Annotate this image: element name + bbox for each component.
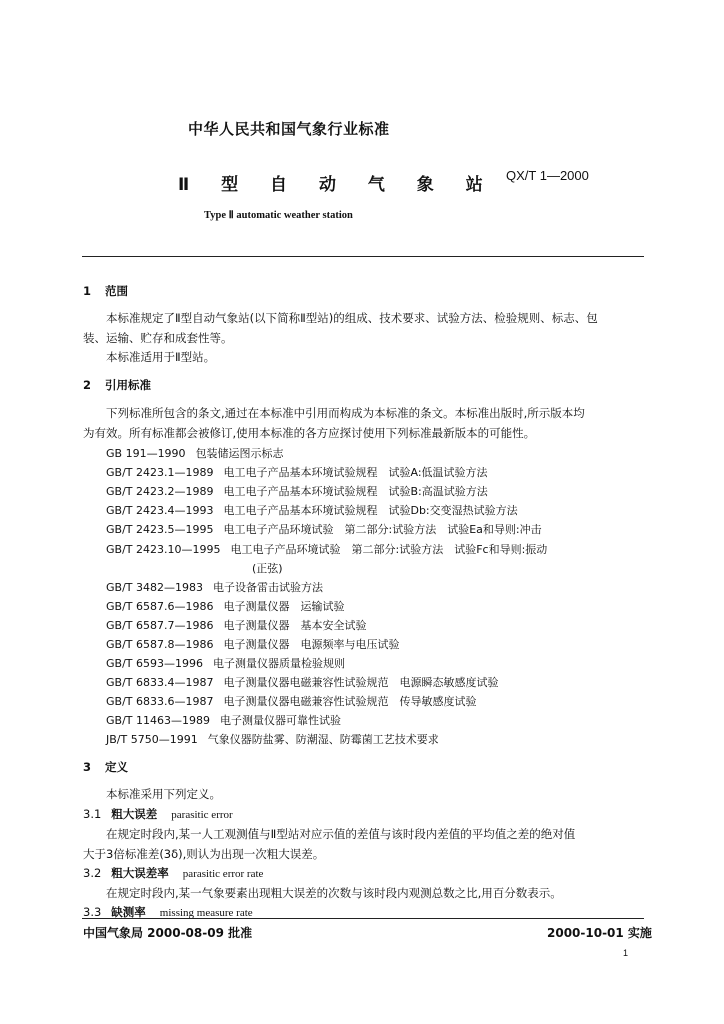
ref-name: 电子测量仪器电磁兼容性试验规范 电源瞬态敏感度试验 xyxy=(223,676,499,689)
ref-code: GB/T 6833.4—1987 xyxy=(106,676,214,689)
ref-name: 电子测量仪器 运输试验 xyxy=(223,600,345,613)
section-1-heading xyxy=(83,283,128,299)
ref-code: GB/T 6833.6—1987 xyxy=(106,695,214,708)
section-2-heading xyxy=(83,377,151,393)
section-3-heading xyxy=(83,759,128,775)
header-divider xyxy=(82,256,644,257)
ref-item xyxy=(106,636,399,652)
ref-item xyxy=(106,541,547,557)
ref-name: 电工电子产品基本环境试验规程 试验Db:交变湿热试验方法 xyxy=(223,504,518,517)
ref-code: GB/T 2423.1—1989 xyxy=(106,466,214,479)
ref-item xyxy=(106,655,345,671)
ref-name: 电子测量仪器电磁兼容性试验规范 传导敏感度试验 xyxy=(223,695,477,708)
ref-name: 电工电子产品基本环境试验规程 试验B:高温试验方法 xyxy=(223,485,488,498)
ref-item xyxy=(106,579,323,595)
section-title: 范围 xyxy=(105,284,128,298)
definition-term: 粗大误差 xyxy=(111,807,158,821)
ref-item-continuation: (正弦) xyxy=(252,562,283,575)
definition-number: 3.1 xyxy=(83,807,102,821)
ref-item xyxy=(106,445,284,461)
ref-item xyxy=(106,483,488,499)
section-1-para-line: 装、运输、贮存和成套性等。 xyxy=(83,331,233,345)
ref-code: GB 191—1990 xyxy=(106,447,186,460)
ref-item xyxy=(106,731,439,747)
ref-item xyxy=(106,674,498,690)
english-title: Type Ⅱ automatic weather station xyxy=(204,210,353,221)
section-number: 1 xyxy=(83,284,92,298)
section-1-para: 本标准适用于Ⅱ型站。 xyxy=(106,350,216,364)
definition-number: 3.2 xyxy=(83,866,102,880)
ref-item xyxy=(106,617,366,633)
section-title: 定义 xyxy=(105,760,128,774)
definition-text-line: 在规定时段内,某一人工观测值与Ⅱ型站对应示值的差值与该时段内差值的平均值之差的绝对值 xyxy=(106,827,576,841)
ref-name: 电子测量仪器 电源频率与电压试验 xyxy=(223,638,400,651)
definition-heading xyxy=(83,865,263,881)
ref-code: GB/T 2423.2—1989 xyxy=(106,485,214,498)
ref-code: GB/T 11463—1989 xyxy=(106,714,210,727)
definition-term: 粗大误差率 xyxy=(111,866,169,880)
implementation-date: 2000-10-01 实施 xyxy=(547,926,652,940)
section-1-para-line: 本标准规定了Ⅱ型自动气象站(以下简称Ⅱ型站)的组成、技术要求、试验方法、检验规则、标志、包 xyxy=(106,311,598,325)
section-2-intro-line: 为有效。所有标准都会被修订,使用本标准的各方应探讨使用下列标准最新版本的可能性。 xyxy=(83,426,536,440)
approval-date: 中国气象局 2000-08-09 批准 xyxy=(83,926,253,940)
definition-term-english: missing measure rate xyxy=(159,907,253,919)
footer-divider xyxy=(82,918,644,919)
section-number: 2 xyxy=(83,378,92,392)
section-2-intro-line: 下列标准所包含的条文,通过在本标准中引用而构成为本标准的条文。本标准出版时,所示版本均 xyxy=(106,406,585,420)
ref-item xyxy=(106,712,341,728)
org-title: 中华人民共和国气象行业标准 xyxy=(188,120,390,138)
ref-name: 气象仪器防盐雾、防潮湿、防霉菌工艺技术要求 xyxy=(207,733,439,746)
definition-term-english: parasitic error rate xyxy=(182,868,264,880)
ref-name: 电工电子产品环境试验 第二部分:试验方法 试验Ea和导则:冲击 xyxy=(223,523,542,536)
ref-code: GB/T 6587.6—1986 xyxy=(106,600,214,613)
ref-item xyxy=(106,502,518,518)
ref-code: GB/T 2423.10—1995 xyxy=(106,543,221,556)
ref-code: JB/T 5750—1991 xyxy=(106,733,198,746)
ref-code: GB/T 6587.7—1986 xyxy=(106,619,214,632)
ref-name: 电工电子产品基本环境试验规程 试验A:低温试验方法 xyxy=(223,466,488,479)
ref-item xyxy=(106,693,476,709)
definition-term-english: parasitic error xyxy=(171,809,233,821)
definition-heading xyxy=(83,806,233,822)
ref-code: GB/T 3482—1983 xyxy=(106,581,203,594)
definition-text-line: 在规定时段内,某一气象要素出现粗大误差的次数与该时段内观测总数之比,用百分数表示。 xyxy=(106,886,562,900)
ref-item xyxy=(106,598,344,614)
ref-name: 电子测量仪器可靠性试验 xyxy=(219,714,341,727)
ref-name: 电工电子产品环境试验 第二部分:试验方法 试验Fc和导则:振动 xyxy=(230,543,548,556)
ref-code: GB/T 6587.8—1986 xyxy=(106,638,214,651)
ref-code: GB/T 6593—1996 xyxy=(106,657,203,670)
section-number: 3 xyxy=(83,760,92,774)
ref-name: 电子设备雷击试验方法 xyxy=(212,581,323,594)
section-title: 引用标准 xyxy=(105,378,151,392)
ref-name: 电子测量仪器 基本安全试验 xyxy=(223,619,367,632)
definition-term: 缺测率 xyxy=(111,905,146,919)
definition-text-line: 大于3倍标准差(3δ),则认为出现一次粗大误差。 xyxy=(83,847,325,861)
ref-code: GB/T 2423.5—1995 xyxy=(106,523,214,536)
standard-code: QX/T 1—2000 xyxy=(506,168,589,183)
ref-code: GB/T 2423.4—1993 xyxy=(106,504,214,517)
section-3-intro: 本标准采用下列定义。 xyxy=(106,787,221,801)
page-number: 1 xyxy=(623,948,629,958)
definition-number: 3.3 xyxy=(83,905,102,919)
ref-name: 电子测量仪器质量检验规则 xyxy=(212,657,345,670)
ref-item xyxy=(106,521,542,537)
ref-item xyxy=(106,464,488,480)
doc-title: Ⅱ 型 自 动 气 象 站 xyxy=(178,175,483,195)
ref-name: 包装储运图示标志 xyxy=(195,447,284,460)
